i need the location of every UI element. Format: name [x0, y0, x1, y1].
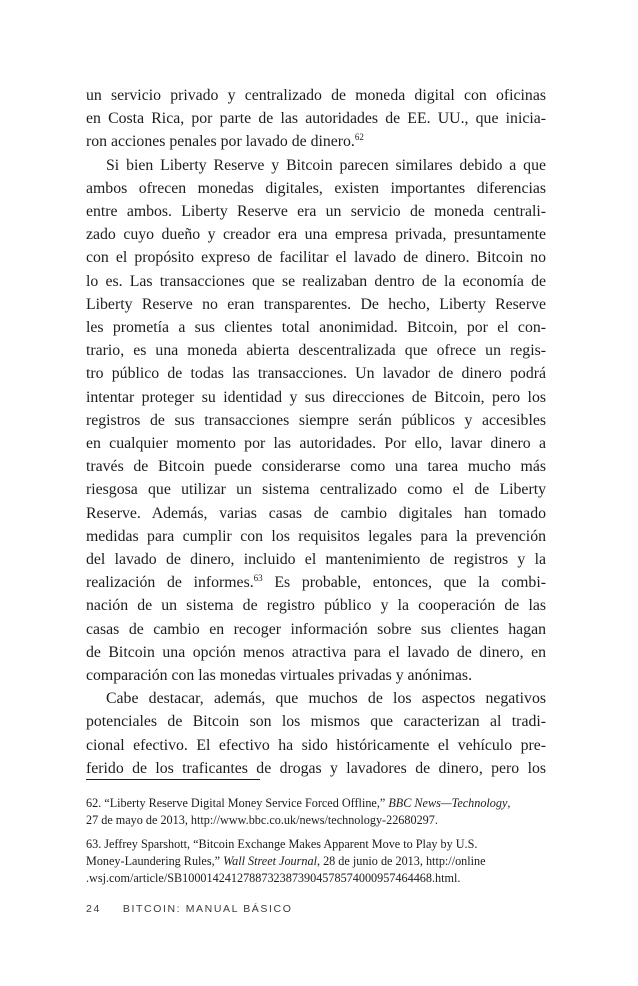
text-line: Cabe destacar, además, que muchos de los aspectos negativos: [106, 690, 546, 708]
footnote-text: Money-Laundering Rules,”: [86, 854, 224, 868]
text-line: Si bien Liberty Reserve y Bitcoin parecen similares debido a que: [106, 156, 546, 174]
footnote-line: [86, 836, 556, 853]
footnote-ref-62: 62: [354, 132, 364, 143]
text-line: del lavado de dinero, incluido el mantenimiento de registros y la: [86, 551, 546, 569]
text-line: les prometía a sus clientes total anonimidad. Bitcoin, por el con-: [86, 319, 546, 337]
text-line: trario, es una moneda abierta descentralizada que ofrece un regis-: [86, 342, 546, 360]
text-line: cional efectivo. El efectivo ha sido históricamente el vehículo pre-: [86, 736, 546, 754]
text-line: potenciales de Bitcoin son los mismos que caracterizan al tradi-: [86, 713, 546, 731]
text-line: intentar proteger su identidad y sus direcciones de Bitcoin, pero los: [86, 388, 546, 406]
footnote-source: BBC News—Technology: [388, 796, 508, 810]
footnote-text: , 28 de junio de 2013, http://online: [316, 854, 486, 868]
footnotes: [86, 795, 556, 894]
text-line: entre ambos. Liberty Reserve era un servicio de moneda centrali-: [86, 203, 546, 221]
text-line: ferido de los traficantes de drogas y lavadores de dinero, pero los: [86, 759, 546, 777]
page-number: 24: [86, 903, 101, 915]
text-line: [86, 130, 546, 153]
body-text: [86, 84, 546, 780]
footnote-number: 63.: [86, 837, 102, 851]
footnote-62: [86, 795, 556, 829]
text-line: tro público de todas las transacciones. Un lavador de dinero podrá: [86, 365, 546, 383]
running-title: BITCOIN: MANUAL BÁSICO: [122, 903, 293, 915]
text-line: través de Bitcoin puede considerarse como una tarea mucho más: [86, 458, 546, 476]
footnote-text: “Liberty Reserve Digital Money Service Forced Offline,”: [101, 796, 389, 810]
text-line: lo es. Las transacciones que se realizaban dentro de la economía de: [86, 272, 546, 290]
footnote-text: ,: [507, 796, 511, 810]
footnote-text: Jeffrey Sparshott, “Bitcoin Exchange Makes Apparent Move to Play by U.S.: [101, 837, 478, 851]
text-line: de Bitcoin una opción menos atractiva para el lavado de dinero, en: [86, 643, 546, 661]
text-line: en cualquier momento por las autoridades. Por ello, lavar dinero a: [86, 435, 546, 453]
footnote-line: [86, 853, 556, 870]
footnote-source: Wall Street Journal: [223, 854, 317, 868]
text-line: ambos ofrecen monedas digitales, existen importantes diferencias: [86, 179, 546, 197]
text-line-content: Es probable, entonces, que la combi-: [262, 574, 546, 592]
page-footer: [86, 903, 292, 915]
text-line: nación de un sistema de registro público y la cooperación de las: [86, 597, 546, 615]
text-line: zado cuyo dueño y creador era una empresa privada, presuntamente: [86, 226, 546, 244]
text-line: medidas para cumplir con los requisitos legales para la prevención: [86, 527, 546, 545]
text-line: Reserve. Además, varias casas de cambio digitales han tomado: [86, 504, 546, 522]
footnote-divider: [86, 779, 260, 780]
footnote-number: 62.: [86, 796, 102, 810]
text-line: riesgosa que utilizar un sistema centralizado como el de Liberty: [86, 481, 546, 499]
text-line: comparación con las monedas virtuales privadas y anónimas.: [86, 667, 473, 685]
text-line: casas de cambio en recoger información sobre sus clientes hagan: [86, 620, 546, 638]
text-line: en Costa Rica, por parte de las autoridades de EE. UU., que inicia-: [86, 110, 546, 128]
text-line: registros de sus transacciones siempre serán públicos y accesibles: [86, 411, 546, 429]
text-line: [86, 571, 546, 594]
text-line-content: ron acciones penales por lavado de dinero.: [86, 133, 355, 151]
footnote-line: .wsj.com/article/SB10001424127887323873904578574000957464468.html.: [86, 871, 461, 885]
text-line: con el propósito expreso de facilitar el lavado de dinero. Bitcoin no: [86, 249, 546, 267]
text-line: un servicio privado y centralizado de moneda digital con oficinas: [86, 87, 546, 104]
text-line: Liberty Reserve no eran transparentes. De hecho, Liberty Reserve: [86, 295, 546, 313]
footnote-line: [86, 795, 556, 812]
text-line-content: realización de informes.: [86, 574, 254, 592]
footnote-line: 27 de mayo de 2013, http://www.bbc.co.uk/news/technology-22680297.: [86, 813, 438, 827]
footnote-ref-63: 63: [253, 573, 263, 584]
footnote-63: [86, 836, 556, 887]
